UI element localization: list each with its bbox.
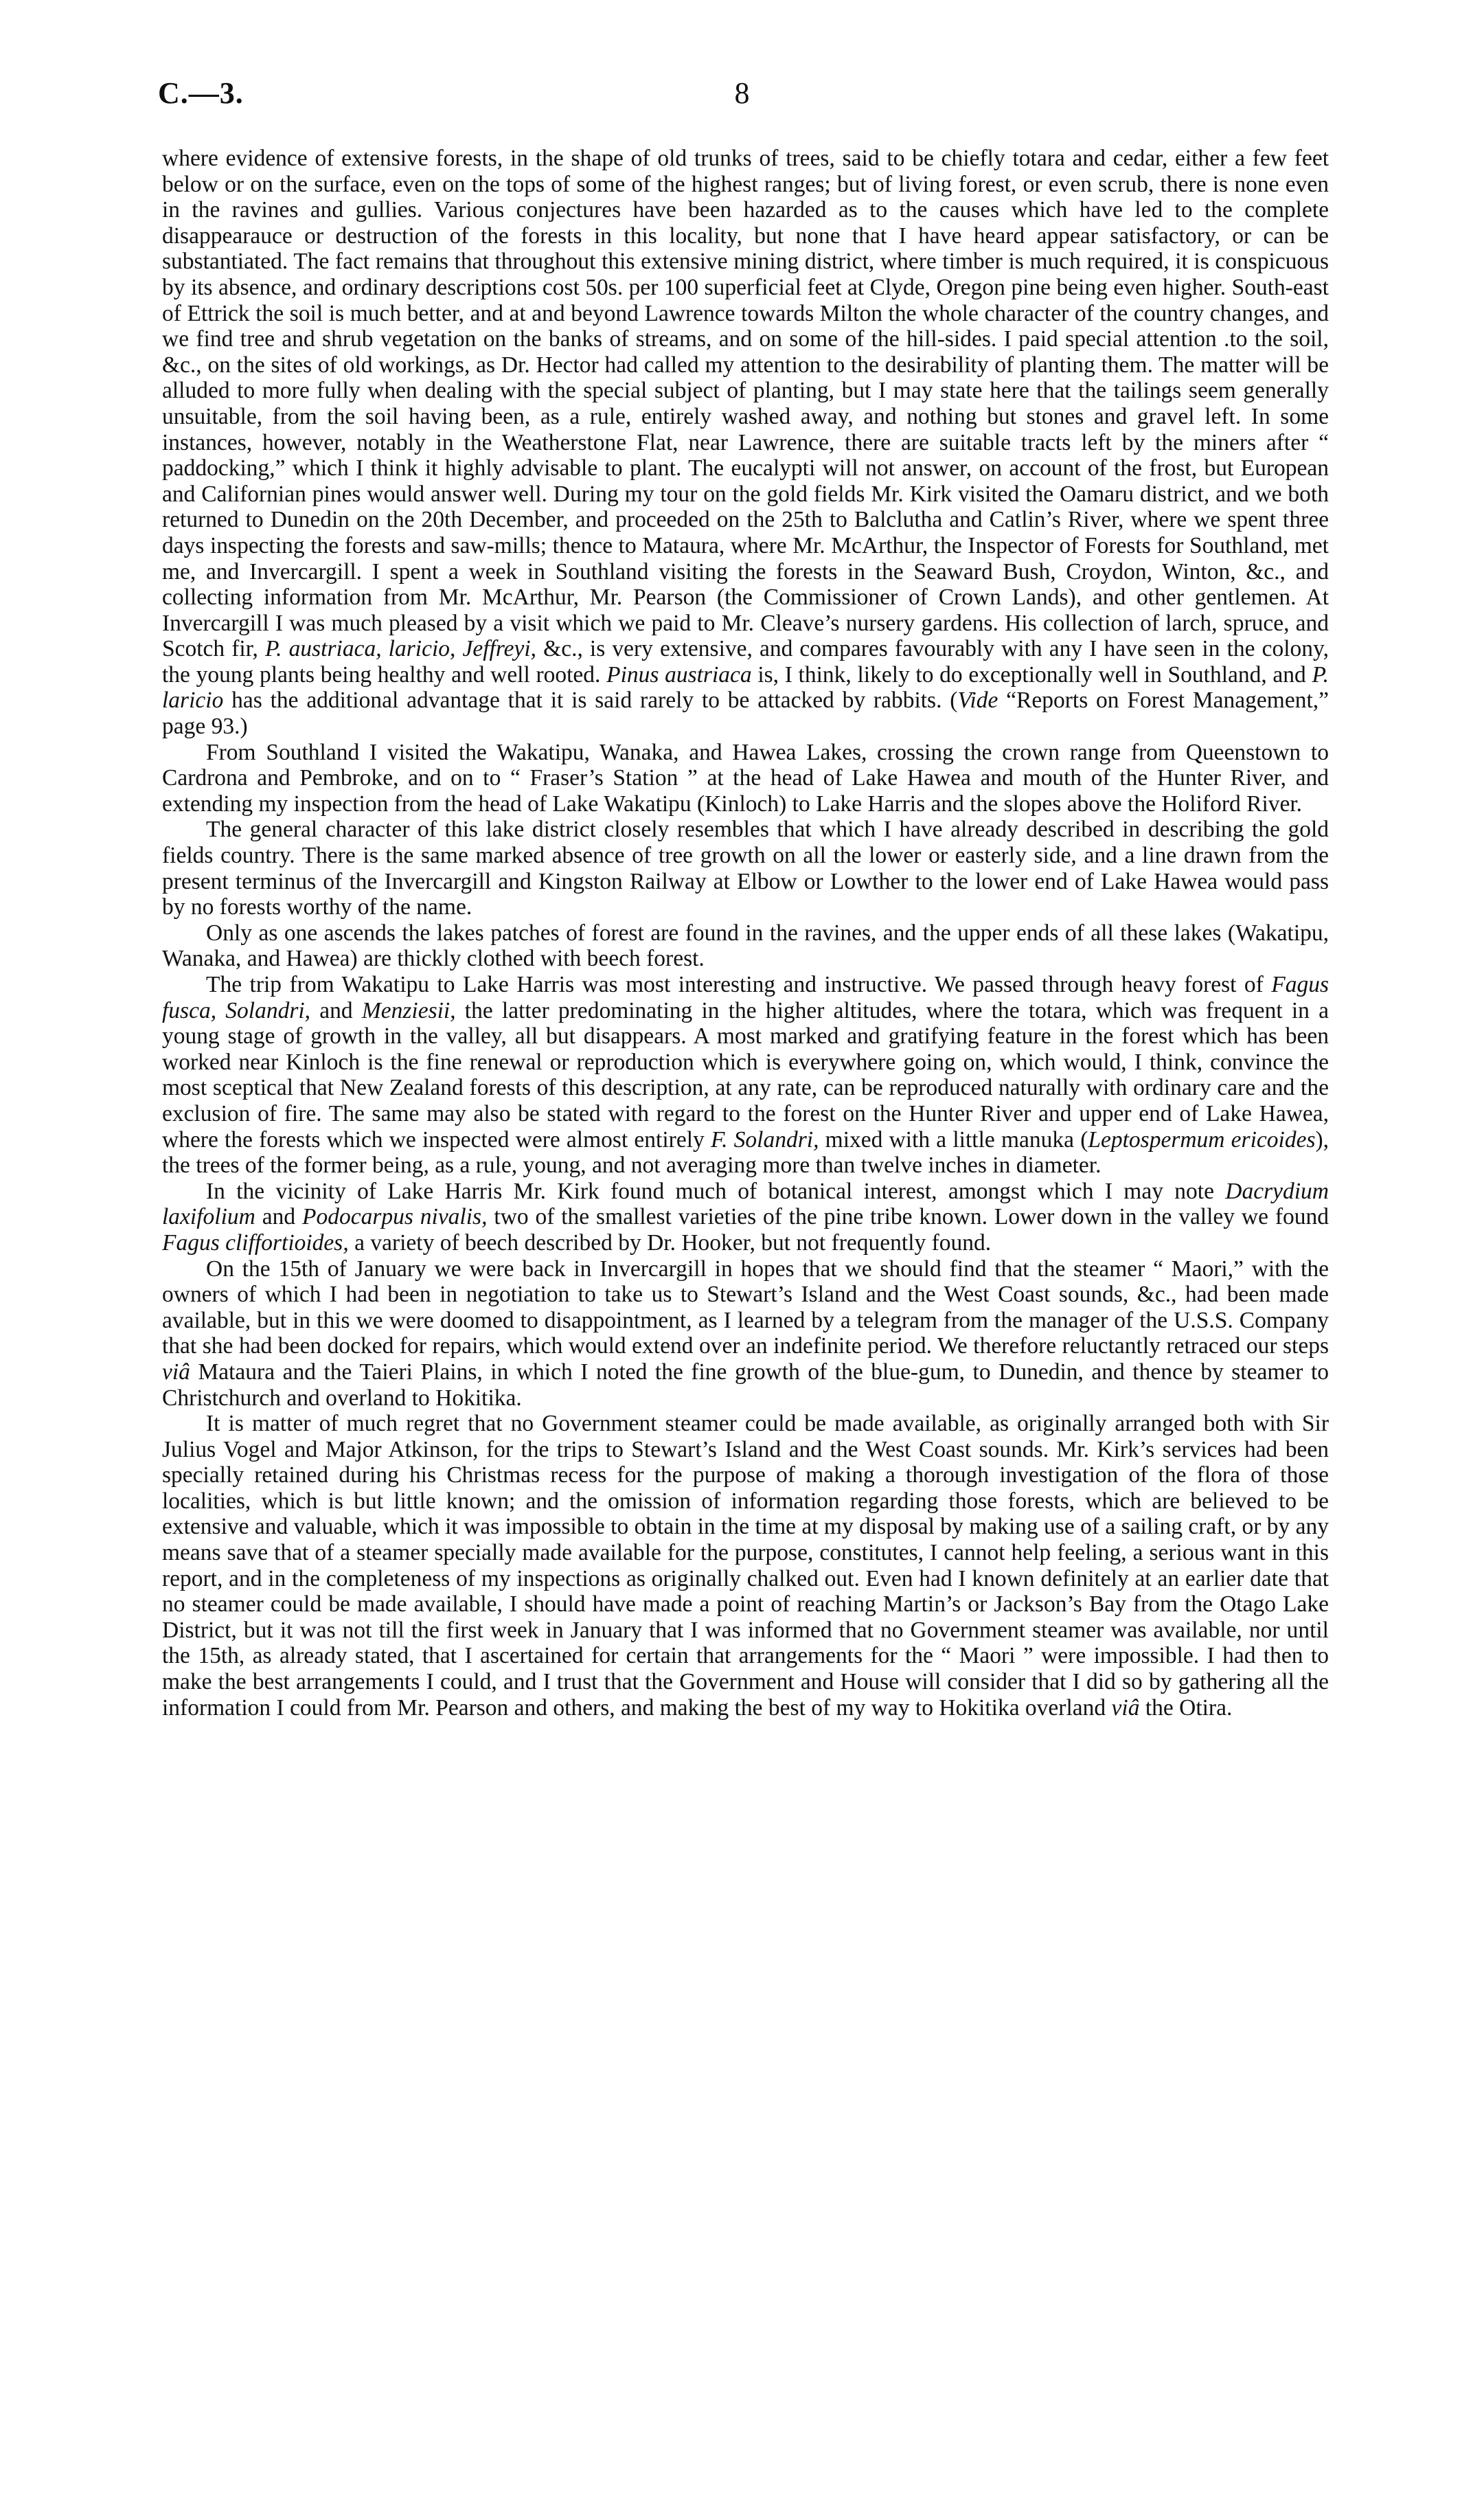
italic-text: Menziesii, <box>361 997 456 1023</box>
italic-text: F. Solandri, <box>710 1126 819 1153</box>
body-text <box>162 146 1329 1721</box>
text-run: and <box>255 1204 302 1230</box>
text-run: the latter predominating in the higher altitudes, where the totara, which was frequent in a young stage of growth in the valley, all but disappears. A most marked and gratifying feature in the forest which has been worked near Kinloch is the fine renewal or reproduction which is everywhere going on, which would, I think, convince the most sceptical that New Zealand forests of this description, at any rate, can be reproduced naturally with ordinary care and the exclusion of fire. The same may also be stated with regard to the forest on the Hunter River and upper end of Lake Hawea, where the forests which we inspected were almost entirely <box>162 997 1329 1153</box>
italic-text: Podocarpus nivalis, <box>301 1204 488 1230</box>
document-reference: C.—3. <box>158 76 244 110</box>
page-header <box>158 76 1326 117</box>
text-run: is, I think, likely to do exceptionally well in Southland, and <box>751 661 1312 688</box>
italic-text: Fagus cliffortioides, <box>162 1229 349 1256</box>
paragraph <box>162 1179 1329 1256</box>
italic-text: Pinus austriaca <box>606 661 752 688</box>
text-run: the Otira. <box>1139 1694 1233 1721</box>
text-run: two of the smallest varieties of the pine tribe known. Lower down in the valley we found <box>487 1204 1329 1230</box>
italic-text: Dacrydium laxifolium <box>162 1178 1329 1230</box>
paragraph <box>162 740 1329 817</box>
text-run: On the 15th of January we were back in Invercargill in hopes that we should find that the steamer “ Maori,” with the owners of which I had been in negotiation to take us to Stewart’s Island and the West Coast sounds, &c., had been made available, but in this we were doomed to disappointment, as I learned by a telegram from the manager of the U.S.S. Company that she had been docked for repairs, which would extend over an indefinite period. We therefore reluctantly retraced our steps <box>162 1256 1329 1359</box>
italic-text: viâ <box>162 1359 190 1385</box>
paragraph <box>162 146 1329 740</box>
text-run: The general character of this lake district closely resembles that which I have already described in describing the gold fields country. There is the same marked absence of tree growth on all the lower or easterly side, and a line drawn from the present terminus of the Invercargill and Kingston Railway at Elbow or Lowther to the lower end of Lake Hawea would pass by no forests worthy of the name. <box>162 817 1329 920</box>
paragraph <box>162 1256 1329 1411</box>
italic-text: viâ <box>1111 1694 1140 1721</box>
text-run: has the additional advantage that it is said rarely to be attacked by rabbits. ( <box>223 688 958 714</box>
italic-text: P. laricio <box>162 661 1329 714</box>
text-run: Mataura and the Taieri Plains, in which I noted the fine growth of the blue-gum, to Dunedin, and thence by steamer to Christchurch and overland to Hokitika. <box>162 1359 1329 1411</box>
italic-text: Leptospermum ericoides <box>1088 1126 1316 1153</box>
page-number: 8 <box>734 76 750 110</box>
text-run: Only as one ascends the lakes patches of forest are found in the ravines, and the upper ends of all these lakes (Wakatipu, Wanaka, and Hawea) are thickly clothed with beech forest. <box>162 920 1329 972</box>
text-run: mixed with a little manuka ( <box>819 1126 1088 1153</box>
text-run: ), the trees of the former being, as a rule, young, and not averaging more than twelve inches in diameter. <box>162 1126 1329 1179</box>
paragraph <box>162 972 1329 1179</box>
italic-text: Vide <box>957 688 998 714</box>
text-run: It is matter of much regret that no Government steamer could be made available, as originally arranged both with Sir Julius Vogel and Major Atkinson, for the trips to Stewart’s Island and the West Coast sounds. Mr. Kirk’s services had been specially retained during his Christmas recess for the purpose of making a thorough investigation of the flora of those localities, which is but little known; and the omission of information regarding those forests, which are believed to be extensive and valuable, which it was impossible to obtain in the time at my disposal by making use of a sailing craft, or by any means save that of a steamer specially made available for the purpose, constitutes, I cannot help feeling, a serious want in this report, and in the completeness of my inspections as originally chalked out. Even had I known definitely at an earlier date that no steamer could be made available, I should have made a point of reaching Martin’s or Jackson’s Bay from the Otago Lake District, but it was not till the first week in January that I was informed that no Government steamer was available, nor until the 15th, as already stated, that I ascertained for certain that arrangements for the “ Maori ” were impossible. I had then to make the best arrangements I could, and I trust that the Government and House will consider that I did so by gathering all the information I could from Mr. Pearson and others, and making the best of my way to Hokitika overland <box>162 1411 1329 1721</box>
text-run: “Reports on Forest Management,” page 93.) <box>162 688 1329 740</box>
paragraph <box>162 817 1329 920</box>
paragraph <box>162 920 1329 972</box>
text-run: The trip from Wakatipu to Lake Harris was most interesting and instructive. We passed through heavy forest of <box>206 972 1272 997</box>
text-run: &c., is very extensive, and compares favourably with any I have seen in the colony, the young plants being healthy and well rooted. <box>162 636 1329 688</box>
italic-text: Fagus fusca, Solandri, <box>162 972 1329 1023</box>
text-run: In the vicinity of Lake Harris Mr. Kirk found much of botanical interest, amongst which I may note <box>206 1178 1226 1204</box>
text-run: From Southland I visited the Wakatipu, Wanaka, and Hawea Lakes, crossing the crown range from Queenstown to Cardrona and Pembroke, and on to “ Fraser’s Station ” at the head of Lake Hawea and mouth of the Hunter River, and extending my inspection from the head of Lake Wakatipu (Kinloch) to Lake Harris and the slopes above the Holiford River. <box>162 739 1329 817</box>
text-run: a variety of beech described by Dr. Hooker, but not frequently found. <box>348 1229 992 1256</box>
text-run: and <box>310 997 362 1023</box>
text-run: where evidence of extensive forests, in the shape of old trunks of trees, said to be chiefly totara and cedar, either a few feet below or on the surface, even on the tops of some of the highest ranges; but of living forest, or even scrub, there is none even in the ravines and gullies. Various conjectures have been hazarded as to the causes which have led to the complete disappearauce or destruction of the forests in this locality, but none that I have heard appear satisfactory, or can be substantiated. The fact remains that throughout this extensive mining district, where timber is much required, it is conspicuous by its absence, and ordinary descriptions cost 50s. per 100 superficial feet at Clyde, Oregon pine being even higher. South-east of Ettrick the soil is much better, and at and beyond Lawrence towards Milton the whole character of the country changes, and we find tree and shrub vegetation on the banks of streams, and on some of the hill-sides. I paid special attention .to the soil, &c., on the sites of old workings, as Dr. Hector had called my attention to the desirability of planting them. The matter will be alluded to more fully when dealing with the special subject of planting, but I may state here that the tailings seem generally unsuitable, from the soil having been, as a rule, entirely washed away, and nothing but stones and gravel left. In some instances, however, notably in the Weatherstone Flat, near Lawrence, there are suitable tracts left by the miners after “ paddocking,” which I think it highly advisable to plant. The eucalypti will not answer, on account of the frost, but European and Californian pines would answer well. During my tour on the gold fields Mr. Kirk visited the Oamaru district, and we both returned to Dunedin on the 20th December, and proceeded on the 25th to Balclutha and Catlin’s River, where we spent three days inspecting the forests and saw-mills; thence to Mataura, where Mr. McArthur, the Inspector of Forests for Southland, met me, and Invercargill. I spent a week in Southland visiting the forests in the Seaward Bush, Croydon, Winton, &c., and collecting information from Mr. McArthur, Mr. Pearson (the Commissioner of Crown Lands), and other gentlemen. At Invercargill I was much pleased by a visit which we paid to Mr. Cleave’s nursery gardens. His collection of larch, spruce, and Scotch fir, <box>162 146 1329 662</box>
italic-text: P. austriaca, laricio, Jeffreyi, <box>265 636 537 662</box>
paragraph <box>162 1411 1329 1721</box>
